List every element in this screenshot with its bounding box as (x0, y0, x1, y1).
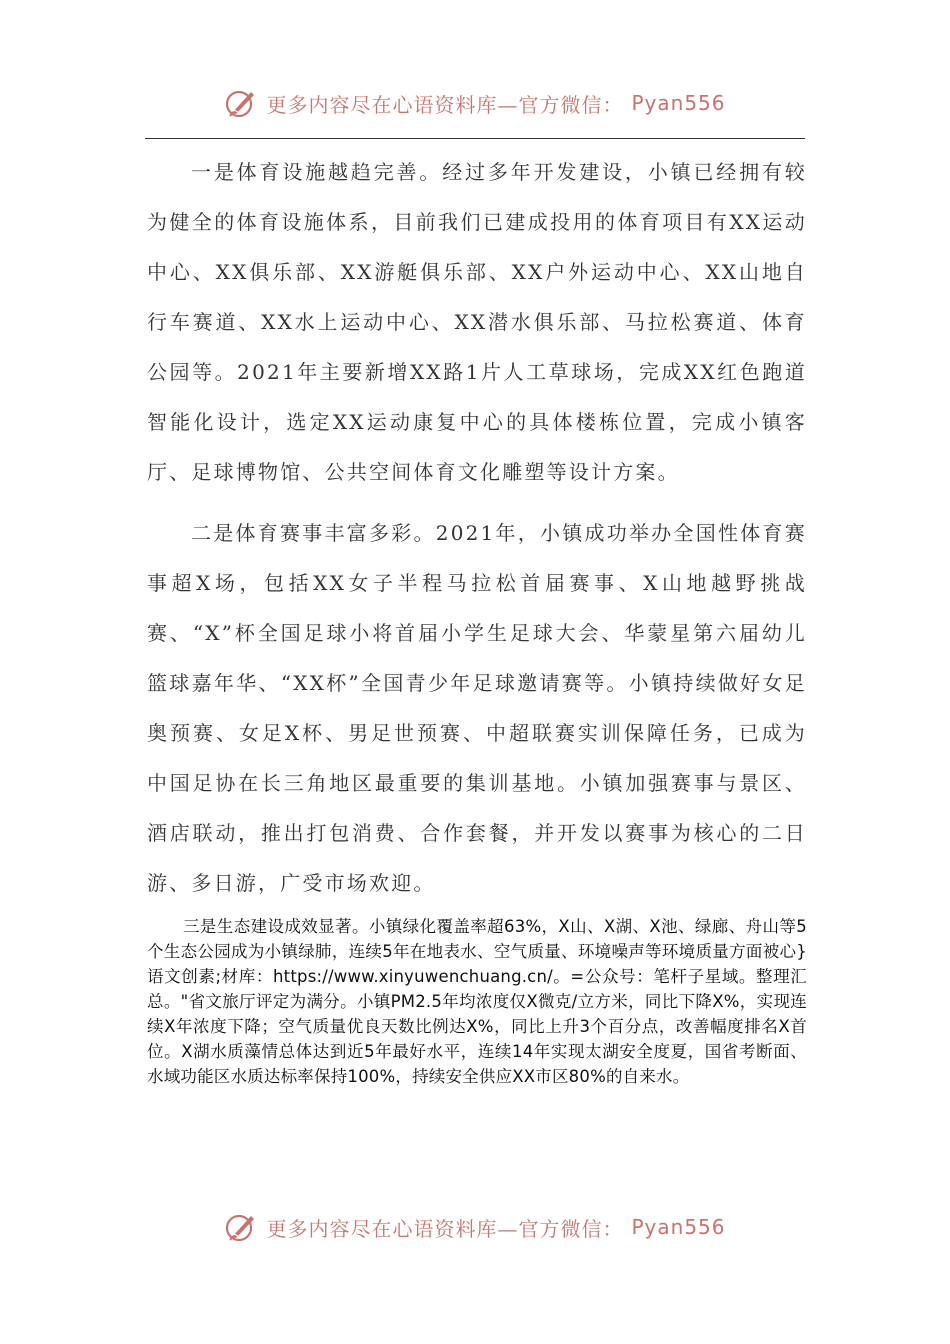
wechat-handle: Pyan556 (631, 1215, 726, 1239)
header-divider (145, 138, 805, 139)
quill-pen-icon (224, 1210, 258, 1244)
paragraph-sports-events: 二是体育赛事丰富多彩。2021年，小镇成功举办全国性体育赛事超X场，包括XX女子半程马拉松首届赛事、X山地越野挑战赛、“X”杯全国足球小将首届小学生足球大会、华蒙星第六届幼儿篮球嘉年华、“XX杯”全国青少年足球邀请赛等。小镇持续做好女足奥预赛、女足X杯、男足世预赛、中超联赛实训保障任务，已成为中国足协在长三角地区最重要的集训基地。小镇加强赛事与景区、酒店联动，推出打包消费、合作套餐，并开发以赛事为核心的二日游、多日游，广受市场欢迎。 (147, 521, 807, 895)
quill-pen-icon (224, 86, 258, 120)
wechat-handle: Pyan556 (631, 91, 726, 115)
paragraph-ecology: 三是生态建设成效显著。小镇绿化覆盖率超63%，X山、X湖、X池、绿廊、舟山等5个生态公园成为小镇绿肺，连续5年在地表水、空气质量、环境噪声等环境质量方面被心}语文创素;材库：https://www.xinyuwenchuang.cn/。=公众号：笔杆子星域。整理汇总。"省文旅厅评定为满分。小镇PM2.5年均浓度仅X微克/立方米，同比下降X%，实现连续X年浓度下降；空气质量优良天数比例达X%，同比上升3个百分点，改善幅度排名X首位。X湖水质藻情总体达到近5年最好水平，连续14年实现太湖安全度夏，国省考断面、水域功能区水质达标率保持100%，持续安全供应XX市区80%的自来水。 (147, 917, 807, 1086)
banner-text: 更多内容尽在心语资料库—官方微信： (266, 92, 624, 117)
paragraph-sports-facilities: 一是体育设施越趋完善。经过多年开发建设，小镇已经拥有较为健全的体育设施体系，目前我们已建成投用的体育项目有XX运动中心、XX俱乐部、XX游艇俱乐部、XX户外运动中心、XX山地自行车赛道、XX水上运动中心、XX潜水俱乐部、马拉松赛道、体育公园等。2021年主要新增XX路1片人工草球场，完成XX红色跑道智能化设计，选定XX运动康复中心的具体楼栋位置，完成小镇客厅、足球博物馆、公共空间体育文化雕塑等设计方案。 (147, 160, 807, 484)
header-banner (0, 86, 950, 120)
footer-banner (0, 1210, 950, 1244)
banner-text: 更多内容尽在心语资料库—官方微信： (266, 1216, 624, 1241)
